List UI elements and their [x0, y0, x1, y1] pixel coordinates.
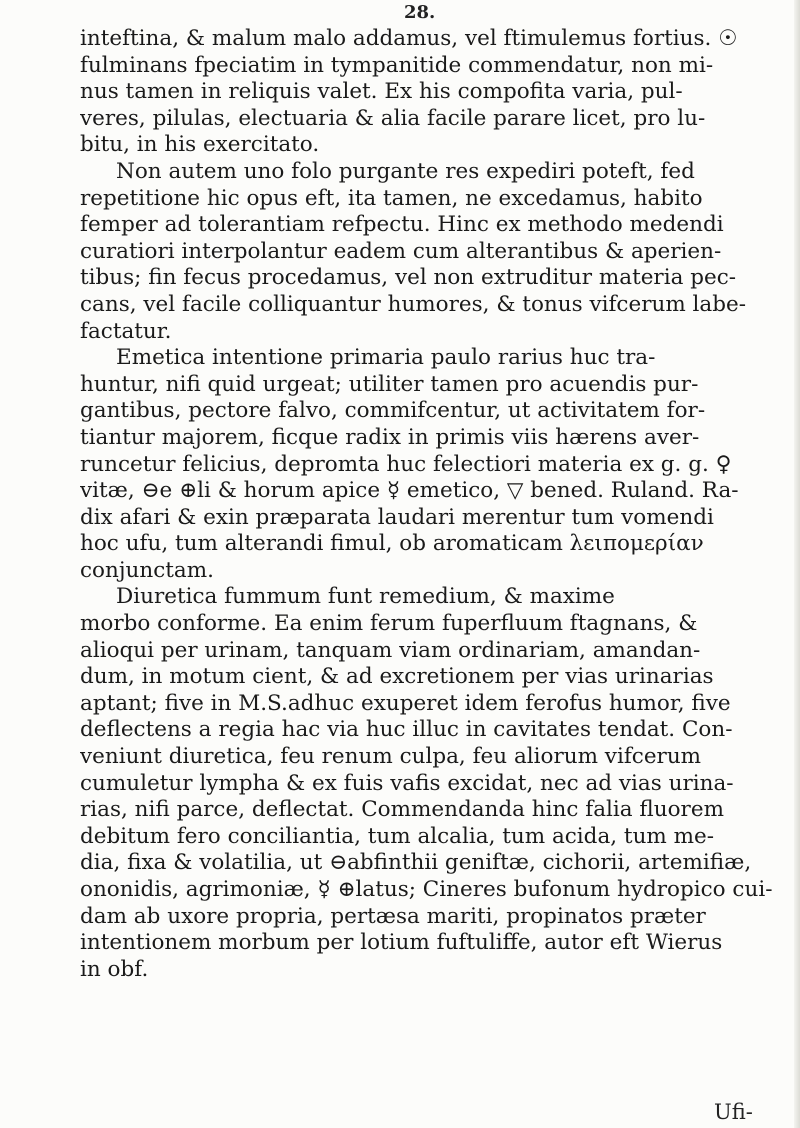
text-block [80, 26, 794, 983]
text-line: huntur, nifi quid urgeat; utiliter tamen pro acuendis pur- [80, 371, 699, 397]
catchword: Ufi- [714, 1100, 753, 1124]
text-line: cans, vel facile colliquantur humores, & tonus vifcerum labe- [80, 291, 746, 317]
page-number: 28. [404, 2, 436, 23]
text-line: debitum fero conciliantia, tum alcalia, tum acida, tum me- [80, 823, 715, 849]
text-line: factatur. [80, 318, 172, 344]
text-line: runcetur felicius, depromta huc felectiori materia ex g. g. ♀ [80, 451, 732, 477]
text-line: Emetica intentione primaria paulo rarius huc tra- [116, 345, 656, 371]
text-line: veniunt diuretica, feu renum culpa, feu aliorum vifcerum [80, 744, 702, 770]
text-line: femper ad tolerantiam refpectu. Hinc ex methodo medendi [80, 212, 724, 238]
text-line: fulminans fpeciatim in tympanitide commendatur, non mi- [80, 52, 714, 78]
text-line: dix afari & exin præparata laudari merentur tum vomendi [80, 504, 714, 530]
text-line: dum, in motum cient, & ad excretionem per vias urinarias [80, 664, 714, 690]
text-line: tiantur majorem, ficque radix in primis viis hærens aver- [80, 424, 700, 450]
page-edge [794, 0, 800, 1128]
text-line: ononidis, agrimoniæ, ☿ ⊕latus; Cineres bufonum hydropico cui- [80, 877, 773, 902]
text-line: bitu, in his exercitato. [80, 132, 320, 158]
text-line: morbo conforme. Ea enim ferum fuperfluum ftagnans, & [80, 611, 698, 637]
text-line: alioqui per urinam, tanquam viam ordinariam, amandan- [80, 637, 701, 663]
text-line: repetitione hic opus eft, ita tamen, ne excedamus, habito [80, 185, 703, 211]
text-line: inteftina, & malum malo addamus, vel ftimulemus fortius. ☉ [80, 26, 738, 51]
text-line: rias, nifi parce, deflectat. Commendanda hinc falia fluorem [80, 797, 724, 823]
text-line: in obf. [80, 956, 149, 982]
text-line: Non autem uno folo purgante res expediri poteft, fed [116, 158, 695, 184]
text-line: dia, fixa & volatilia, ut ⊖abfinthii geniftæ, cichorii, artemifiæ, [80, 850, 752, 876]
text-line: Diuretica fummum funt remedium, & maxime [116, 584, 615, 610]
text-line: tibus; fin fecus procedamus, vel non extruditur materia pec- [80, 265, 737, 291]
text-line: dam ab uxore propria, pertæsa mariti, propinatos præter [80, 903, 706, 929]
text-line: cumuletur lympha & ex fuis vafis excidat, nec ad vias urina- [80, 770, 734, 796]
text-line: nus tamen in reliquis valet. Ex his compofita varia, pul- [80, 79, 683, 105]
text-line: deflectens a regia hac via huc illuc in cavitates tendat. Con- [80, 717, 733, 743]
text-line: intentionem morbum per lotium fuftuliffe, autor eft Wierus [80, 930, 723, 956]
text-line: vitæ, ⊖e ⊕li & horum apice ☿ emetico, ▽ bened. Ruland. Ra- [80, 478, 739, 504]
text-line: curatiori interpolantur eadem cum alterantibus & aperien- [80, 238, 722, 264]
text-line: gantibus, pectore falvo, commifcentur, ut activitatem for- [80, 398, 706, 424]
text-line: conjunctam. [80, 557, 214, 583]
text-line: aptant; five in M.S.adhuc exuperet idem ferofus humor, five [80, 690, 731, 716]
text-line: veres, pilulas, electuaria & alia facile parare licet, pro lu- [80, 105, 706, 131]
text-line: hoc ufu, tum alterandi fimul, ob aromaticam λειπομερίαν [80, 531, 704, 557]
